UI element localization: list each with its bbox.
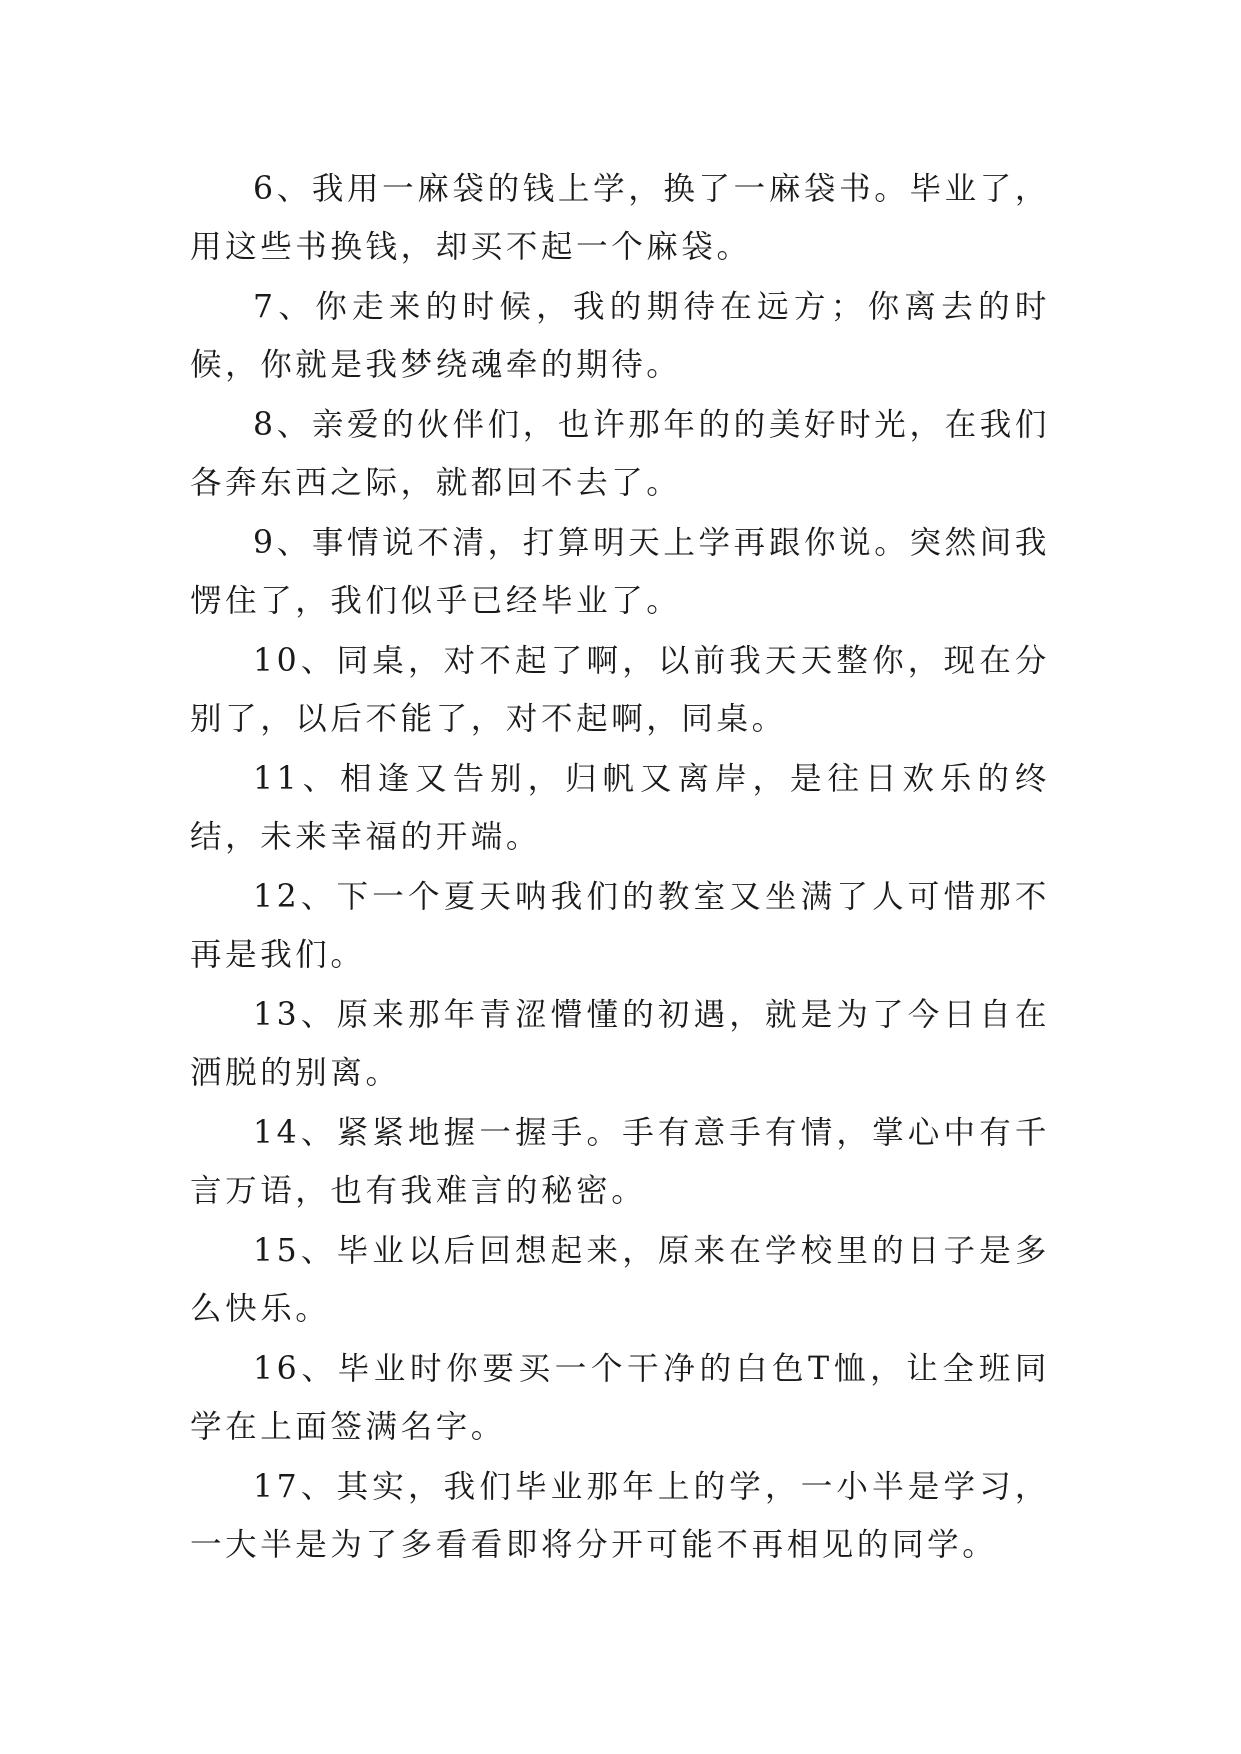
paragraph-17: 17、其实，我们毕业那年上的学，一小半是学习，一大半是为了多看看即将分开可能不再相见的同学。 — [190, 1469, 1050, 1563]
paragraph-8: 8、亲爱的伙伴们，也许那年的的美好时光，在我们各奔东西之际，就都回不去了。 — [190, 407, 1050, 501]
paragraph-9: 9、事情说不清，打算明天上学再跟你说。突然间我愣住了，我们似乎已经毕业了。 — [190, 525, 1050, 619]
paragraph-16: 16、毕业时你要买一个干净的白色T恤，让全班同学在上面签满名字。 — [190, 1351, 1050, 1445]
paragraph-10: 10、同桌，对不起了啊，以前我天天整你，现在分别了，以后不能了，对不起啊，同桌。 — [190, 643, 1050, 737]
paragraph-13: 13、原来那年青涩懵懂的初遇，就是为了今日自在洒脱的别离。 — [190, 997, 1050, 1091]
paragraph-15: 15、毕业以后回想起来，原来在学校里的日子是多么快乐。 — [190, 1233, 1050, 1327]
paragraph-6: 6、我用一麻袋的钱上学，换了一麻袋书。毕业了，用这些书换钱，却买不起一个麻袋。 — [190, 171, 1050, 265]
paragraph-12: 12、下一个夏天呐我们的教室又坐满了人可惜那不再是我们。 — [190, 879, 1050, 973]
document-body — [190, 160, 1050, 1576]
paragraph-11: 11、相逢又告别，归帆又离岸，是往日欢乐的终结，未来幸福的开端。 — [190, 761, 1050, 855]
paragraph-14: 14、紧紧地握一握手。手有意手有情，掌心中有千言万语，也有我难言的秘密。 — [190, 1115, 1050, 1209]
paragraph-7: 7、你走来的时候，我的期待在远方；你离去的时候，你就是我梦绕魂牵的期待。 — [190, 289, 1050, 383]
